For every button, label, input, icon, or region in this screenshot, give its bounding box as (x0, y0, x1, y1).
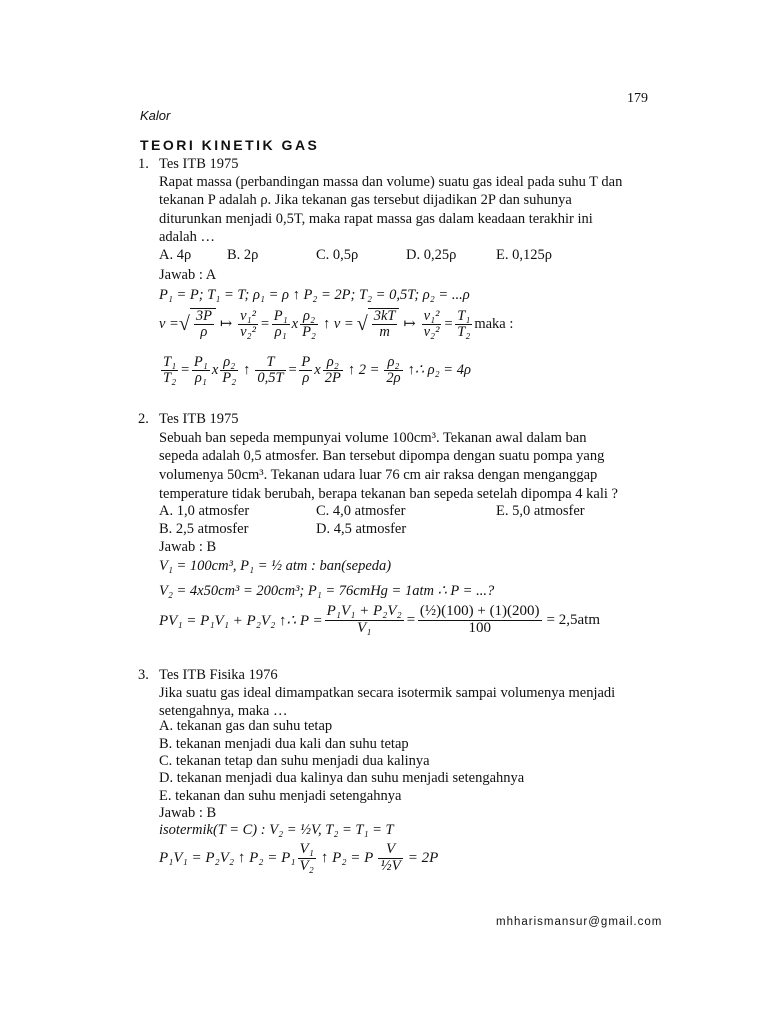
eq-term: ↑ 2 = (347, 362, 380, 379)
frac-num: V (378, 842, 402, 859)
eq-term: x (291, 315, 299, 332)
eq-term: ↑ v = (322, 315, 354, 332)
question-2-line: Sebuah ban sepeda mempunyai volume 100cm³. Tekanan awal dalam ban (159, 430, 587, 446)
question-1-number: 1. (138, 156, 149, 172)
option-e: E. 0,125ρ (496, 247, 552, 263)
sqrt-icon: √ (356, 312, 368, 335)
frac-num: V₁ (299, 841, 314, 857)
eq-term: x (314, 362, 321, 379)
frac-num: P₁V₁ + P₂V₂ (326, 603, 402, 619)
equation-isothermal (159, 842, 438, 875)
eq-term: ↑∴ ρ₂ = 4ρ (407, 362, 471, 379)
option-c: C. tekanan tetap dan suhu menjadi dua kalinya (159, 753, 430, 769)
option-d: D. 0,25ρ (406, 247, 457, 263)
frac-num: ρ₂ (384, 355, 402, 371)
frac-den: ρ₁ (274, 323, 287, 340)
frac-den: T₂ (457, 323, 471, 340)
equation-given: V₁ = 100cm³, P₁ = ½ atm : ban(sepeda) (159, 558, 392, 574)
question-1-line: adalah … (159, 229, 215, 245)
footer-email: mhharismansur@gmail.com (496, 916, 663, 928)
question-3-source: Tes ITB Fisika 1976 (159, 667, 278, 683)
frac-den: ½V (380, 857, 401, 874)
eq-term: = 2,5atm (546, 611, 600, 628)
section-label: Kalor (140, 108, 171, 123)
frac-num: T₁ (163, 354, 177, 370)
frac-den: V₂ (299, 857, 314, 874)
frac-den: v₂² (240, 323, 256, 340)
question-1-line: tekanan P adalah ρ. Jika tekanan gas tersebut dijadikan 2P dan suhunya (159, 192, 572, 208)
eq-term: PV₁ = P₁V₁ + P₂V₂ ↑∴ P = (159, 612, 323, 629)
frac-den: v₂² (423, 323, 440, 340)
option-e: E. 5,0 atmosfer (496, 503, 585, 519)
frac-den: 2P (324, 370, 341, 387)
equation-given: V₂ = 4x50cm³ = 200cm³; P₁ = 76cmHg = 1atm ∴ P = ...? (159, 583, 495, 599)
eq-term: = (180, 362, 190, 379)
question-1-line: Rapat massa (perbandingan massa dan volume) suatu gas ideal pada suhu T dan (159, 174, 623, 190)
eq-term: = (405, 611, 416, 628)
frac-num: P₁ (273, 307, 288, 324)
question-3-number: 3. (138, 667, 149, 683)
eq-term: ↑ (243, 362, 251, 379)
option-e: E. tekanan dan suhu menjadi setengahnya (159, 788, 402, 804)
eq-term: = (443, 315, 454, 332)
option-d: D. 4,5 atmosfer (316, 521, 407, 537)
question-2-line: temperature tidak berubah, berapa tekanan ban sepeda setelah dipompa 4 kali ? (159, 486, 618, 502)
eq-term: v = (159, 315, 179, 332)
option-a: A. 4ρ (159, 247, 192, 263)
frac-den: 100 (468, 619, 491, 636)
page-number: 179 (627, 91, 648, 106)
frac-num: ρ₂ (220, 355, 238, 371)
question-2-number: 2. (138, 411, 149, 427)
frac-den: 2ρ (386, 370, 401, 387)
question-3-line: setengahnya, maka … (159, 703, 288, 719)
frac-num: ρ₂ (300, 309, 318, 325)
option-d: D. tekanan menjadi dua kalinya dan suhu menjadi setengahnya (159, 770, 525, 786)
question-2-line: volumenya 50cm³. Tekanan udara luar 76 cm air raksa dengan menganggap (159, 467, 598, 483)
frac-den: P₂ (222, 370, 237, 387)
frac-num: T (255, 355, 285, 371)
frac-num: ρ₂ (323, 355, 343, 371)
equation-pressure (159, 604, 600, 637)
frac-num: v₁² (423, 307, 440, 324)
eq-term: P₁V₁ = P₂V₂ ↑ P₂ = P₁ (159, 849, 296, 866)
eq-term: maka : (474, 315, 514, 332)
eq-term: ↑ P₂ = P (320, 849, 374, 866)
option-b: B. 2ρ (227, 247, 259, 263)
eq-term: ↦ (403, 315, 416, 332)
frac-num: T₁ (457, 307, 471, 324)
frac-num: v₁² (240, 307, 256, 324)
page-title: TEORI KINETIK GAS (140, 137, 320, 153)
answer-label: Jawab : A (159, 267, 217, 283)
eq-term: = 2P (407, 849, 439, 866)
option-c: C. 0,5ρ (316, 247, 359, 263)
frac-den: P₂ (302, 323, 316, 340)
frac-den: T₂ (163, 370, 177, 387)
question-2-source: Tes ITB 1975 (159, 411, 239, 427)
eq-term: = (259, 315, 270, 332)
option-b: B. tekanan menjadi dua kali dan suhu tetap (159, 736, 409, 752)
equation-density (159, 355, 471, 386)
frac-num: 3P (195, 308, 212, 324)
equation-given: P₁ = P; T₁ = T; ρ₁ = ρ ↑ P₂ = 2P; T₂ = 0,5T; ρ₂ = ...ρ (159, 287, 470, 303)
answer-label: Jawab : B (159, 539, 217, 555)
option-c: C. 4,0 atmosfer (316, 503, 406, 519)
sqrt-icon: √ (178, 312, 190, 335)
frac-den: V₁ (356, 619, 372, 636)
frac-den: ρ (200, 324, 208, 341)
frac-den: ρ₁ (194, 370, 207, 387)
eq-term: = (287, 362, 298, 379)
option-a: A. tekanan gas dan suhu tetap (159, 718, 333, 734)
frac-den: m (379, 324, 390, 341)
eq-term: x (211, 362, 219, 379)
question-3-line: Jika suatu gas ideal dimampatkan secara isotermik sampai volumenya menjadi (159, 685, 616, 701)
frac-num: 3kT (373, 308, 396, 324)
question-1-line: diturunkan menjadi 0,5T, maka rapat massa gas dalam keadaan terakhir ini (159, 211, 593, 227)
frac-den: 0,5T (257, 370, 284, 387)
equation-velocity (159, 308, 513, 340)
question-2-line: sepeda adalah 0,5 atmosfer. Ban tersebut dipompa dengan suatu pompa yang (159, 448, 605, 464)
frac-den: ρ (302, 370, 310, 387)
frac-num: P₁ (193, 354, 208, 370)
equation-given: isotermik(T = C) : V₂ = ½V, T₂ = T₁ = T (159, 822, 394, 838)
frac-num: (½)(100) + (1)(200) (419, 603, 540, 619)
frac-num: P (301, 354, 311, 370)
eq-term: ↦ (219, 315, 233, 332)
option-b: B. 2,5 atmosfer (159, 521, 249, 537)
answer-label: Jawab : B (159, 805, 217, 821)
option-a: A. 1,0 atmosfer (159, 503, 250, 519)
question-1-source: Tes ITB 1975 (159, 156, 239, 172)
